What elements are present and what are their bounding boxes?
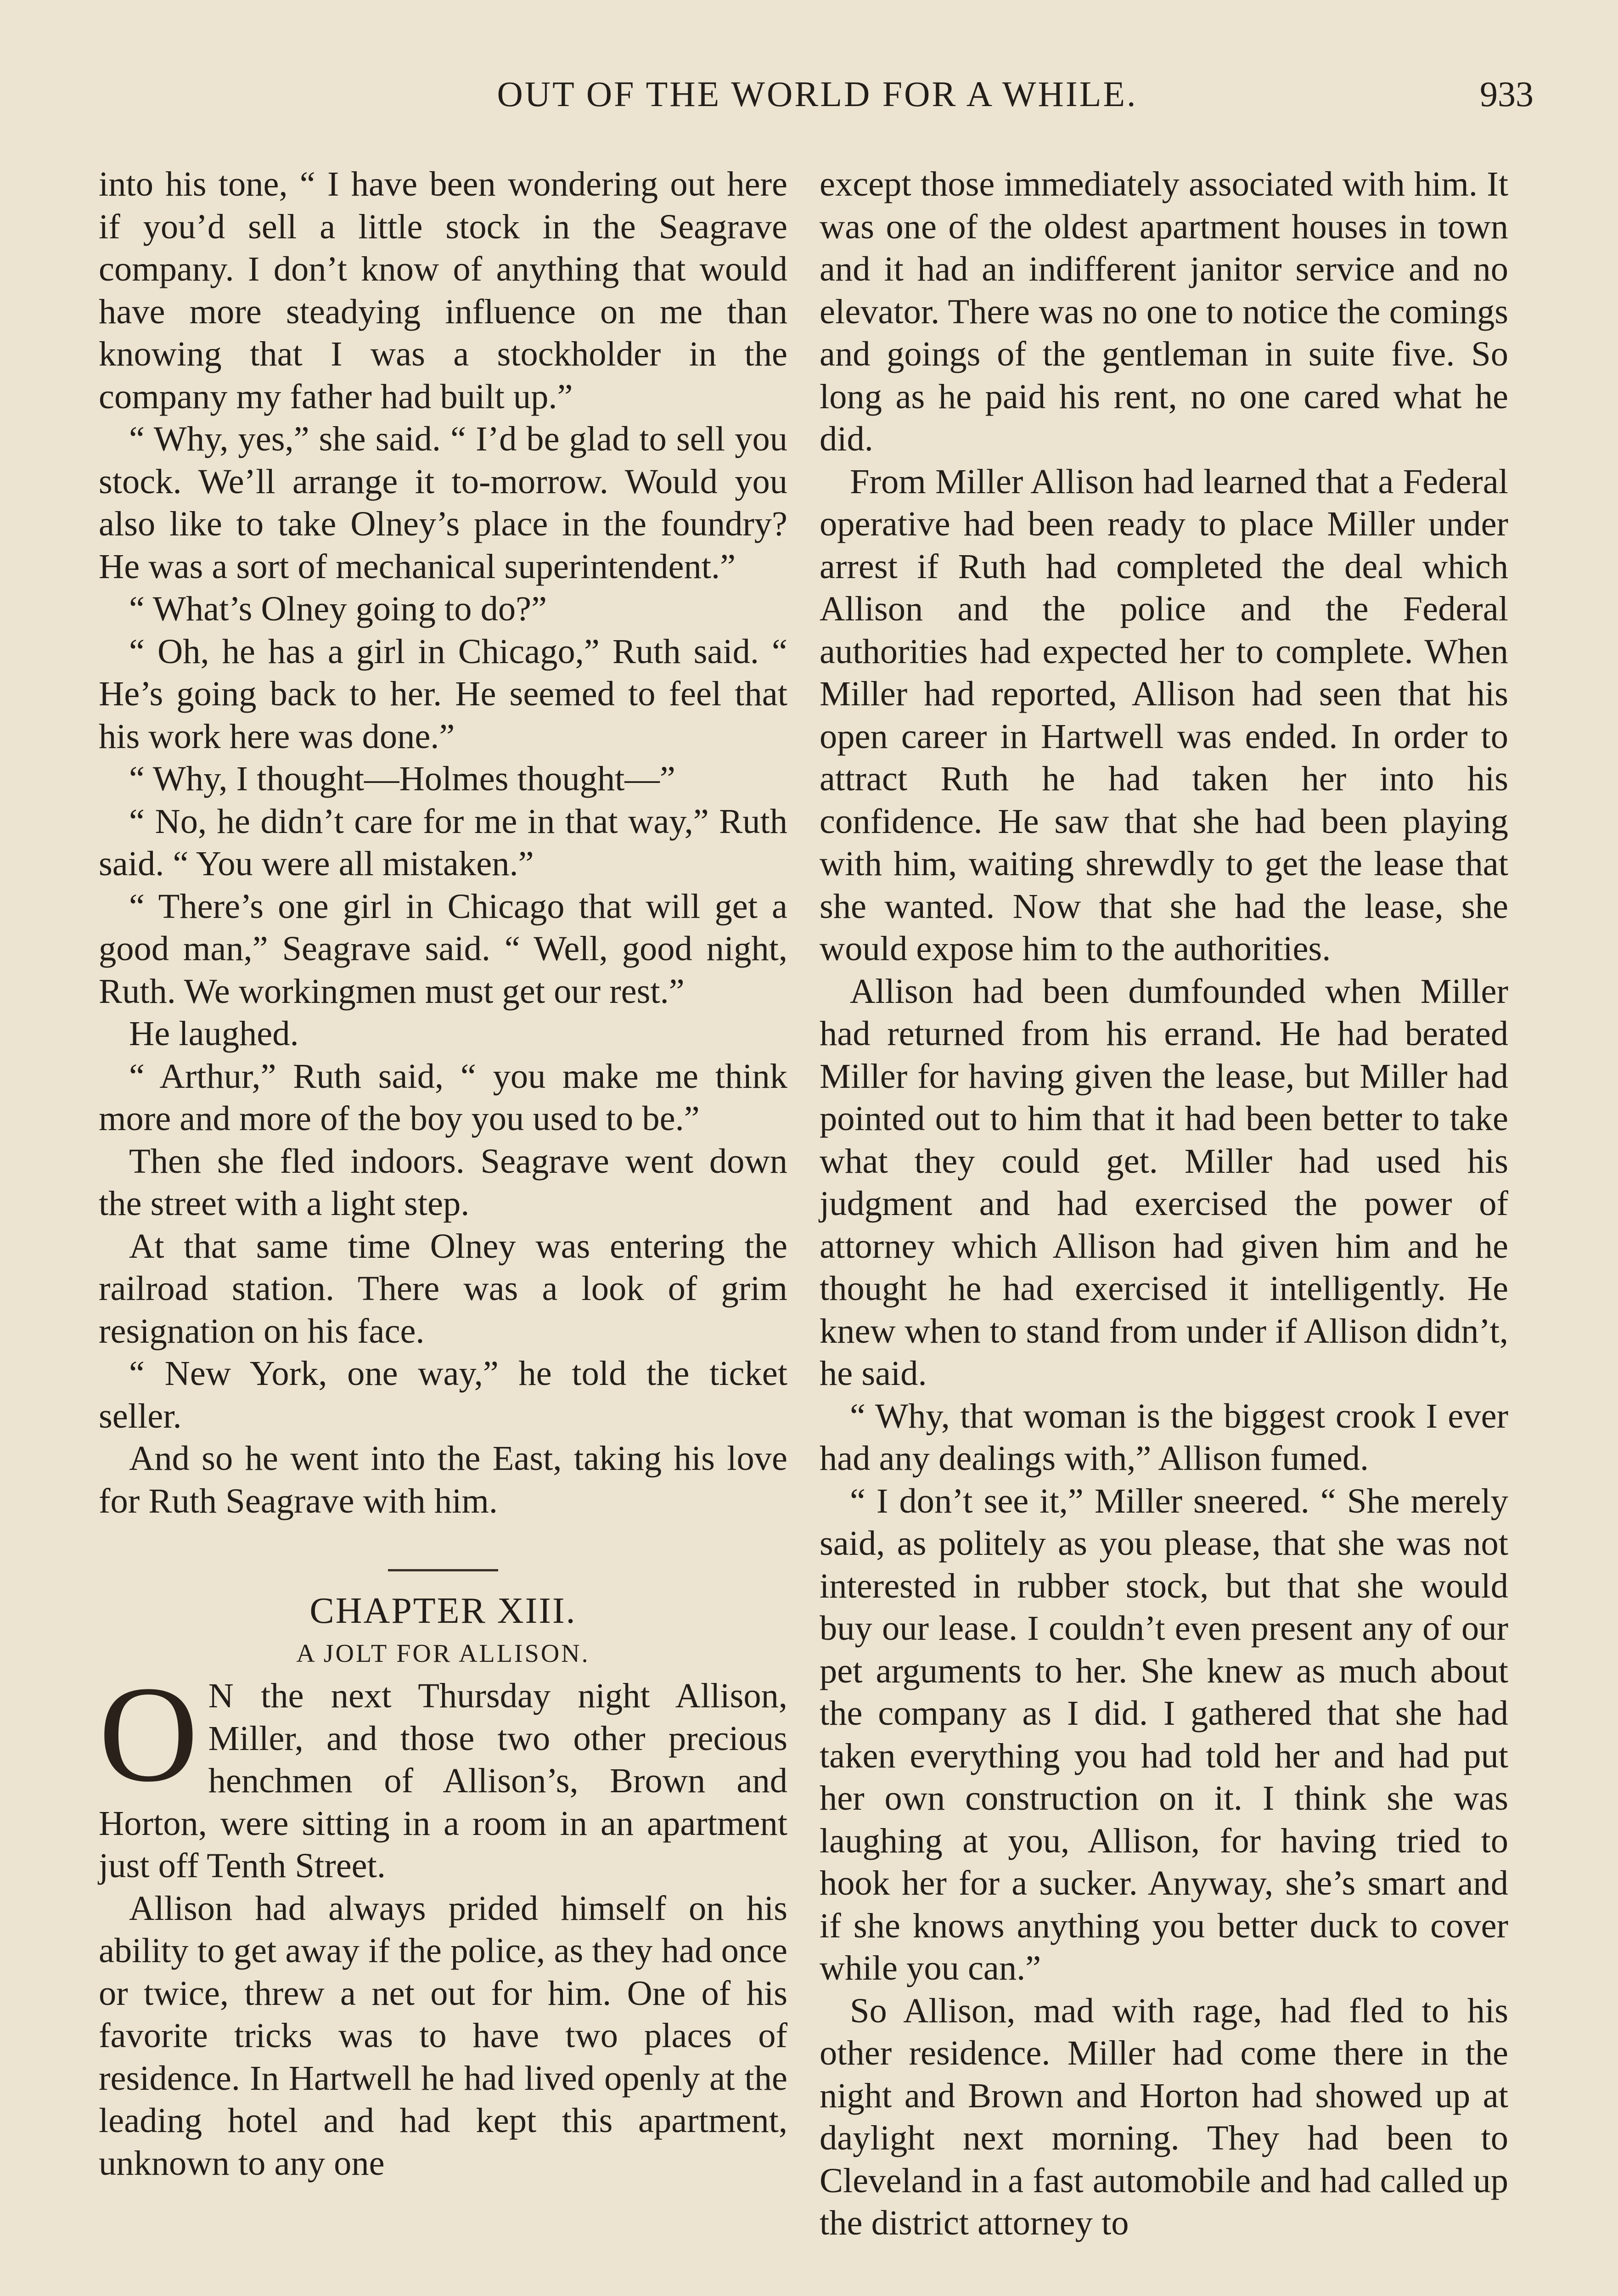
paragraph: “ No, he didn’t care for me in that way,” Ruth said. “ You were all mistaken.” — [99, 801, 787, 883]
paragraph: into his tone, “ I have been wondering out here if you’d sell a little stock in the Seagrave company. I don’t know of anything that would have more steadying influence on me than knowing that I was a stockholder in the company my father had built up.” — [99, 164, 787, 416]
chapter-title: A JOLT FOR ALLISON. — [296, 1639, 590, 1668]
paragraph: From Miller Allison had learned that a Federal operative had been ready to place Miller under arrest if Ruth had completed the deal which Allison and the police and the Federal authorities had expected her to complete. When Miller had reported, Allison had seen that his open career in Hartwell was ended. In order to attract Ruth he had taken her into his confidence. He saw that she had been playing with him, waiting shrewdly to get the lease that she wanted. Now that she had the lease, she would expose him to the authorities. — [820, 461, 1508, 968]
paragraph: Then she fled indoors. Seagrave went down the street with a light step. — [99, 1141, 787, 1223]
drop-cap: O — [99, 1658, 198, 1810]
paragraph: “ New York, one way,” he told the ticket seller. — [99, 1354, 787, 1435]
paragraph: “ Why, yes,” she said. “ I’d be glad to sell you stock. We’ll arrange it to-morrow. Would you also like to take Olney’s place in the foundry? He was a sort of mechanical superintendent.” — [99, 419, 787, 586]
paragraph: except those immediately associated with him. It was one of the oldest apartment houses in town and it had an indifferent janitor service and no elevator. There was no one to notice the comings and goings of the gentleman in suite five. So long as he paid his rent, no one cared what he did. — [820, 164, 1508, 458]
opening-paragraph — [99, 1658, 787, 1887]
paragraph: Allison had always prided himself on his ability to get away if the police, as they had once or twice, threw a net out for him. One of his favorite tricks was to have two places of residence. In Hartwell he had lived openly at the leading hotel and had kept this apartment, unknown to any one — [99, 1888, 787, 2183]
paragraph: “ What’s Olney going to do?” — [129, 589, 547, 628]
paragraph: “ Why, I thought—Holmes thought—” — [129, 759, 675, 798]
paragraph-text: N the next Thursday night Allison, Miller, and those two other precious henchmen of Allison’s, Brown and Horton, were sitting in a room in an apartment just off Tenth Street. — [99, 1676, 787, 1885]
paragraph: “ I don’t see it,” Miller sneered. “ She merely said, as politely as you please, that she was not interested in rubber stock, but that she would buy our lease. I couldn’t even present any of our pet arguments to her. She knew as much about the company as I did. I gathered that she had taken everything you had told her and had put her own construction on it. I think she was laughing at you, Allison, for having tried to hook her for a sucker. Anyway, she’s smart and if she knows anything you better duck to cover while you can.” — [820, 1481, 1508, 1987]
paragraph: And so he went into the East, taking his love for Ruth Seagrave with him. — [99, 1439, 787, 1520]
page-number: 933 — [1480, 74, 1534, 114]
paragraph: At that same time Olney was entering the railroad station. There was a look of grim resignation on his face. — [99, 1226, 787, 1351]
paragraph: “ Oh, he has a girl in Chicago,” Ruth said. “ He’s going back to her. He seemed to feel that his work here was done.” — [99, 631, 787, 756]
left-column — [99, 163, 787, 2296]
paragraph: So Allison, mad with rage, had fled to his other residence. Miller had come there in the night and Brown and Horton had showed up at daylight next morning. They had been to Cleveland in a fast automobile and had called up the district attorney to — [820, 1991, 1508, 2242]
paragraph: Allison had been dumfounded when Miller had returned from his errand. He had berated Miller for having given the lease, but Miller had pointed out to him that it had been better to take what they could get. Miller had used his judgment and had exercised the power of attorney which Allison had given him and he thought he had exercised it intelligently. He knew when to stand from under if Allison didn’t, he said. — [820, 971, 1508, 1393]
running-title: OUT OF THE WORLD FOR A WHILE. — [497, 74, 1138, 114]
section-divider — [388, 1569, 498, 1571]
page-header — [101, 73, 1534, 129]
paragraph: “ Arthur,” Ruth said, “ you make me think more and more of the boy you used to be.” — [99, 1056, 787, 1138]
paragraph: “ There’s one girl in Chicago that will get a good man,” Seagrave said. “ Well, good night, Ruth. We workingmen must get our rest.” — [99, 886, 787, 1011]
chapter-heading: CHAPTER XIII. — [309, 1591, 577, 1631]
paragraph: “ Why, that woman is the biggest crook I ever had any dealings with,” Allison fumed. — [820, 1396, 1508, 1478]
paragraph: He laughed. — [129, 1014, 299, 1053]
right-column — [820, 163, 1508, 2296]
